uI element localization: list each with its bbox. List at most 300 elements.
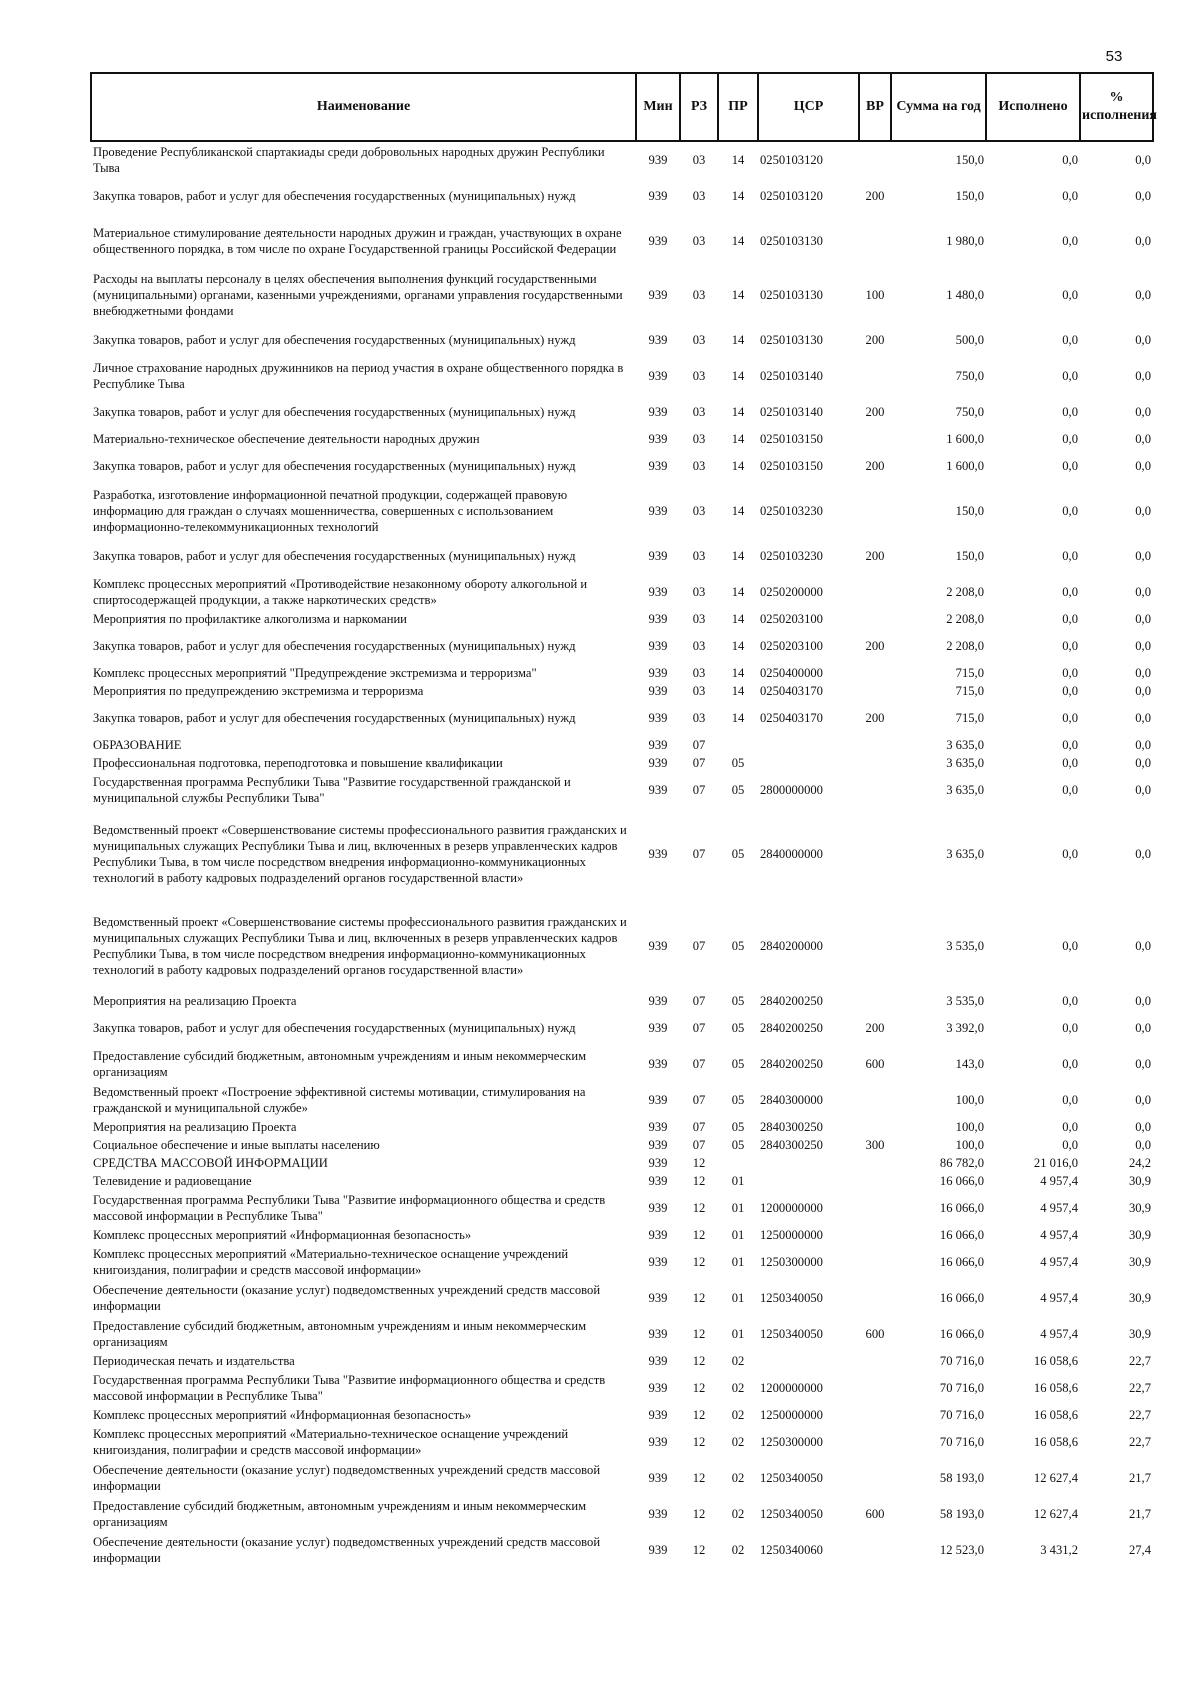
cell-csr: 2840200000: [760, 939, 823, 953]
cell-sum: 1 980,0: [946, 234, 984, 248]
cell-name: Обеспечение деятельности (оказание услуг) подведомственных учреждений средств массовой информации: [93, 1535, 601, 1565]
cell-csr: [758, 1154, 859, 1172]
table-row: [91, 448, 1153, 484]
cell-sum: 16 066,0: [939, 1174, 984, 1188]
header-done: Исполнено: [986, 73, 1080, 141]
page-number: 53: [1105, 48, 1123, 65]
cell-pr: 02: [731, 1471, 745, 1485]
cell-pct: 30,9: [1128, 1291, 1151, 1305]
table-row: [91, 1010, 1153, 1046]
cell-pct: 0,0: [1135, 459, 1151, 473]
cell-min: 939: [648, 459, 668, 473]
cell-name: Комплекс процессных мероприятий "Предупреждение экстремизма и терроризма": [93, 666, 537, 680]
cell-rz: 12: [692, 1201, 706, 1215]
cell-rz: 07: [692, 994, 706, 1008]
cell-min: 939: [648, 738, 668, 752]
cell-done: 0,0: [1062, 783, 1078, 797]
cell-min: 939: [648, 1291, 668, 1305]
table-row: [91, 484, 1153, 538]
cell-sum: 100,0: [955, 1138, 984, 1152]
cell-vr: [859, 1244, 891, 1280]
table-row: [91, 808, 1153, 900]
cell-min: 939: [648, 756, 668, 770]
cell-csr: 1200000000: [760, 1381, 823, 1395]
table-row: [91, 1460, 1153, 1496]
cell-csr: 0250403170: [760, 684, 823, 698]
cell-name: Предоставление субсидий бюджетным, автономным учреждениям и иным некоммерческим организациям: [93, 1319, 587, 1349]
cell-done: 16 058,6: [1033, 1381, 1078, 1395]
cell-name: Государственная программа Республики Тыва "Развитие информационного общества и средств массовой информации в Республике Тыва": [93, 1373, 606, 1403]
cell-rz: 12: [692, 1156, 706, 1170]
cell-csr: 2840200250: [760, 1057, 823, 1071]
cell-pr: 14: [731, 432, 745, 446]
cell-done: 0,0: [1062, 847, 1078, 861]
header-pct: % исполнения: [1080, 73, 1153, 141]
cell-name: Мероприятия на реализацию Проекта: [93, 994, 297, 1008]
cell-pct: 0,0: [1135, 1021, 1151, 1035]
cell-pr: 14: [731, 612, 745, 626]
cell-csr: 0250200000: [760, 585, 823, 599]
cell-rz: 12: [692, 1255, 706, 1269]
cell-pr: 14: [731, 459, 745, 473]
cell-sum: 2 208,0: [946, 585, 984, 599]
cell-done: 0,0: [1062, 369, 1078, 383]
cell-rz: 12: [692, 1354, 706, 1368]
cell-rz: 07: [692, 1021, 706, 1035]
cell-name: Закупка товаров, работ и услуг для обеспечения государственных (муниципальных) нужд: [93, 405, 576, 419]
cell-csr: 0250103230: [760, 504, 823, 518]
cell-done: 0,0: [1062, 459, 1078, 473]
cell-rz: 12: [692, 1543, 706, 1557]
cell-min: 939: [648, 994, 668, 1008]
cell-sum: 70 716,0: [939, 1408, 984, 1422]
cell-min: 939: [648, 639, 668, 653]
cell-pct: 0,0: [1135, 1138, 1151, 1152]
table-row: [91, 1370, 1153, 1406]
cell-name: Ведомственный проект «Совершенствование системы профессионального развития гражданских и муниципальных служащих Республики Тыва и лиц, включенных в резерв управленческих кадров Республики Тыва, в том числе посредством внедрения информационно-коммуникационных технологий в работу кадровых подразделений органов государственной власти»: [93, 823, 627, 885]
cell-done: 0,0: [1062, 504, 1078, 518]
cell-pct: 0,0: [1135, 234, 1151, 248]
cell-done: 0,0: [1062, 585, 1078, 599]
cell-pr: 14: [731, 549, 745, 563]
cell-vr: [859, 214, 891, 268]
cell-pr: 05: [731, 756, 745, 770]
table-row: [91, 322, 1153, 358]
cell-csr: [758, 1172, 859, 1190]
cell-pr: 14: [731, 684, 745, 698]
cell-rz: 03: [692, 333, 706, 347]
cell-name: Предоставление субсидий бюджетным, автономным учреждениям и иным некоммерческим организациям: [93, 1049, 587, 1079]
cell-done: 0,0: [1062, 405, 1078, 419]
cell-rz: 07: [692, 847, 706, 861]
cell-min: 939: [648, 288, 668, 302]
cell-pct: 0,0: [1135, 1093, 1151, 1107]
cell-sum: 16 066,0: [939, 1228, 984, 1242]
cell-csr: 0250403170: [760, 711, 823, 725]
table-row: [91, 1226, 1153, 1244]
cell-csr: 1250340060: [760, 1543, 823, 1557]
cell-pct: 30,9: [1128, 1327, 1151, 1341]
cell-pct: 30,9: [1128, 1201, 1151, 1215]
cell-pct: 0,0: [1135, 639, 1151, 653]
cell-done: 0,0: [1062, 432, 1078, 446]
cell-vr: 200: [865, 333, 885, 347]
cell-sum: 150,0: [955, 549, 984, 563]
table-row: [91, 1118, 1153, 1136]
cell-vr: [859, 736, 891, 754]
cell-vr: 200: [865, 405, 885, 419]
table-row: [91, 1172, 1153, 1190]
cell-min: 939: [648, 666, 668, 680]
cell-done: 4 957,4: [1040, 1291, 1078, 1305]
cell-vr: [859, 1352, 891, 1370]
cell-min: 939: [648, 1093, 668, 1107]
table-row: [91, 268, 1153, 322]
cell-name: Материально-техническое обеспечение деятельности народных дружин: [93, 432, 480, 446]
cell-csr: 1250340050: [760, 1291, 823, 1305]
cell-done: 12 627,4: [1033, 1471, 1078, 1485]
cell-name: Закупка товаров, работ и услуг для обеспечения государственных (муниципальных) нужд: [93, 189, 576, 203]
cell-sum: 3 635,0: [946, 783, 984, 797]
cell-rz: 03: [692, 432, 706, 446]
cell-sum: 3 635,0: [946, 756, 984, 770]
table-body: [91, 141, 1153, 1568]
cell-pr: 05: [731, 847, 745, 861]
table-row: [91, 430, 1153, 448]
cell-vr: [859, 1532, 891, 1568]
cell-name: Закупка товаров, работ и услуг для обеспечения государственных (муниципальных) нужд: [93, 639, 576, 653]
cell-name: Закупка товаров, работ и услуг для обеспечения государственных (муниципальных) нужд: [93, 333, 576, 347]
cell-rz: 12: [692, 1408, 706, 1422]
cell-pct: 0,0: [1135, 288, 1151, 302]
cell-pr: 05: [731, 939, 745, 953]
cell-sum: 1 480,0: [946, 288, 984, 302]
cell-rz: 03: [692, 234, 706, 248]
cell-sum: 750,0: [955, 405, 984, 419]
cell-pr: 14: [731, 234, 745, 248]
table-row: [91, 1046, 1153, 1082]
cell-min: 939: [648, 684, 668, 698]
cell-rz: 07: [692, 1057, 706, 1071]
table-row: [91, 628, 1153, 664]
cell-rz: 07: [692, 783, 706, 797]
cell-vr: [859, 664, 891, 682]
cell-rz: 07: [692, 738, 706, 752]
cell-pct: 0,0: [1135, 369, 1151, 383]
cell-pct: 0,0: [1135, 1120, 1151, 1134]
cell-done: 3 431,2: [1040, 1543, 1078, 1557]
cell-done: 4 957,4: [1040, 1327, 1078, 1341]
cell-rz: 07: [692, 939, 706, 953]
cell-vr: [859, 430, 891, 448]
cell-sum: 150,0: [955, 153, 984, 167]
cell-sum: 100,0: [955, 1120, 984, 1134]
cell-vr: 600: [865, 1057, 885, 1071]
cell-pr: 02: [731, 1381, 745, 1395]
cell-name: ОБРАЗОВАНИЕ: [93, 738, 182, 752]
cell-min: 939: [648, 1507, 668, 1521]
cell-pr: 02: [731, 1507, 745, 1521]
cell-rz: 03: [692, 504, 706, 518]
cell-name: Мероприятия по предупреждению экстремизма и терроризма: [93, 684, 424, 698]
cell-pct: 0,0: [1135, 666, 1151, 680]
cell-done: 21 016,0: [1033, 1156, 1078, 1170]
cell-min: 939: [648, 1327, 668, 1341]
cell-vr: [859, 992, 891, 1010]
cell-sum: 70 716,0: [939, 1381, 984, 1395]
cell-min: 939: [648, 504, 668, 518]
cell-min: 939: [648, 333, 668, 347]
table-row: [91, 1244, 1153, 1280]
cell-name: Расходы на выплаты персоналу в целях обеспечения выполнения функций государственными (муниципальными) органами, казенными учреждениями, органами управления государственными внебюджетными фондами: [93, 272, 623, 318]
cell-sum: 150,0: [955, 504, 984, 518]
cell-min: 939: [648, 939, 668, 953]
cell-done: 0,0: [1062, 639, 1078, 653]
cell-pr: 02: [731, 1435, 745, 1449]
header-rz: РЗ: [680, 73, 718, 141]
cell-sum: 16 066,0: [939, 1291, 984, 1305]
cell-min: 939: [648, 1156, 668, 1170]
cell-vr: [859, 1154, 891, 1172]
cell-done: 16 058,6: [1033, 1408, 1078, 1422]
cell-name: Профессиональная подготовка, переподготовка и повышение квалификации: [93, 756, 503, 770]
cell-vr: [859, 682, 891, 700]
cell-sum: 70 716,0: [939, 1354, 984, 1368]
cell-sum: 2 208,0: [946, 639, 984, 653]
cell-pct: 22,7: [1128, 1435, 1151, 1449]
table-row: [91, 358, 1153, 394]
cell-pr: 01: [731, 1291, 745, 1305]
cell-min: 939: [648, 1057, 668, 1071]
cell-vr: 100: [865, 288, 885, 302]
cell-vr: [859, 1370, 891, 1406]
cell-csr: [758, 1352, 859, 1370]
cell-pct: 0,0: [1135, 153, 1151, 167]
cell-csr: 0250103150: [760, 459, 823, 473]
cell-name: СРЕДСТВА МАССОВОЙ ИНФОРМАЦИИ: [93, 1156, 328, 1170]
header-vr: ВР: [859, 73, 891, 141]
table-row: [91, 1136, 1153, 1154]
header-min: Мин: [636, 73, 680, 141]
cell-rz: 03: [692, 585, 706, 599]
cell-name: Закупка товаров, работ и услуг для обеспечения государственных (муниципальных) нужд: [93, 459, 576, 473]
cell-csr: [758, 754, 859, 772]
cell-pr: 14: [731, 369, 745, 383]
cell-csr: 1250340050: [760, 1327, 823, 1341]
cell-rz: 12: [692, 1471, 706, 1485]
cell-done: 4 957,4: [1040, 1228, 1078, 1242]
cell-csr: 1250300000: [760, 1255, 823, 1269]
cell-sum: 715,0: [955, 684, 984, 698]
table-row: [91, 700, 1153, 736]
cell-vr: [859, 754, 891, 772]
cell-rz: 07: [692, 1120, 706, 1134]
table-row: [91, 736, 1153, 754]
cell-rz: 03: [692, 369, 706, 383]
cell-pct: 0,0: [1135, 847, 1151, 861]
table-row: [91, 900, 1153, 992]
table-row: [91, 772, 1153, 808]
cell-done: 0,0: [1062, 1021, 1078, 1035]
cell-csr: 0250103140: [760, 405, 823, 419]
cell-pct: 27,4: [1128, 1543, 1151, 1557]
cell-vr: 200: [865, 189, 885, 203]
cell-rz: 12: [692, 1291, 706, 1305]
cell-vr: [859, 808, 891, 900]
cell-csr: 1200000000: [760, 1201, 823, 1215]
table-row: [91, 574, 1153, 610]
cell-done: 0,0: [1062, 153, 1078, 167]
table-row: [91, 1190, 1153, 1226]
cell-min: 939: [648, 369, 668, 383]
cell-name: Закупка товаров, работ и услуг для обеспечения государственных (муниципальных) нужд: [93, 1021, 576, 1035]
cell-min: 939: [648, 1543, 668, 1557]
cell-vr: [859, 1460, 891, 1496]
cell-csr: 0250103150: [760, 432, 823, 446]
cell-pct: 0,0: [1135, 994, 1151, 1008]
cell-csr: 0250203100: [760, 639, 823, 653]
table-row: [91, 1352, 1153, 1370]
cell-sum: 3 635,0: [946, 847, 984, 861]
table-row: [91, 754, 1153, 772]
cell-vr: [859, 1226, 891, 1244]
cell-pct: 0,0: [1135, 783, 1151, 797]
cell-sum: 3 535,0: [946, 994, 984, 1008]
cell-name: Периодическая печать и издательства: [93, 1354, 295, 1368]
header-pr: ПР: [718, 73, 758, 141]
cell-name: Комплекс процессных мероприятий «Информационная безопасность»: [93, 1228, 472, 1242]
cell-min: 939: [648, 1138, 668, 1152]
cell-csr: [758, 736, 859, 754]
cell-min: 939: [648, 1408, 668, 1422]
cell-pct: 0,0: [1135, 504, 1151, 518]
cell-pct: 0,0: [1135, 612, 1151, 626]
cell-rz: 12: [692, 1327, 706, 1341]
cell-rz: 03: [692, 288, 706, 302]
cell-name: Разработка, изготовление информационной печатной продукции, содержащей правовую информацию для граждан о случаях мошенничества, совершенных с использованием информационно-телекоммуникационных технологий: [93, 488, 568, 534]
cell-name: Предоставление субсидий бюджетным, автономным учреждениям и иным некоммерческим организациям: [93, 1499, 587, 1529]
cell-rz: 03: [692, 189, 706, 203]
cell-sum: 1 600,0: [946, 432, 984, 446]
cell-pct: 21,7: [1128, 1471, 1151, 1485]
cell-csr: 0250103230: [760, 549, 823, 563]
cell-name: Ведомственный проект «Построение эффективной системы мотивации, стимулирования на гражданской и муниципальной службе»: [93, 1085, 586, 1115]
cell-vr: [859, 1406, 891, 1424]
cell-min: 939: [648, 1201, 668, 1215]
cell-vr: [859, 1280, 891, 1316]
cell-sum: 3 635,0: [946, 738, 984, 752]
cell-rz: 07: [692, 756, 706, 770]
cell-csr: 0250103130: [760, 333, 823, 347]
cell-min: 939: [648, 1381, 668, 1395]
cell-done: 0,0: [1062, 939, 1078, 953]
cell-pct: 30,9: [1128, 1228, 1151, 1242]
cell-pct: 0,0: [1135, 432, 1151, 446]
cell-min: 939: [648, 1354, 668, 1368]
cell-min: 939: [648, 1228, 668, 1242]
cell-name: Закупка товаров, работ и услуг для обеспечения государственных (муниципальных) нужд: [93, 549, 576, 563]
cell-pr: 01: [731, 1201, 745, 1215]
cell-sum: 58 193,0: [939, 1471, 984, 1485]
cell-csr: 1250000000: [760, 1228, 823, 1242]
cell-vr: [859, 1190, 891, 1226]
cell-name: Материальное стимулирование деятельности народных дружин и граждан, участвующих в охране общественного порядка, в том числе по охране Государственной границы Российской Федерации: [93, 226, 622, 256]
cell-pct: 0,0: [1135, 1057, 1151, 1071]
cell-csr: 2800000000: [760, 783, 823, 797]
cell-pct: 0,0: [1135, 549, 1151, 563]
cell-pct: 0,0: [1135, 405, 1151, 419]
cell-pr: 14: [731, 405, 745, 419]
cell-sum: 70 716,0: [939, 1435, 984, 1449]
table-row: [91, 1496, 1153, 1532]
cell-name: Ведомственный проект «Совершенствование системы профессионального развития гражданских и муниципальных служащих Республики Тыва и лиц, включенных в резерв управленческих кадров Республики Тыва, в том числе посредством внедрения информационно-коммуникационных технологий в работу кадровых подразделений органов государственной власти»: [93, 915, 627, 977]
cell-rz: 03: [692, 684, 706, 698]
cell-done: 4 957,4: [1040, 1201, 1078, 1215]
cell-name: Комплекс процессных мероприятий «Информационная безопасность»: [93, 1408, 472, 1422]
cell-vr: [859, 574, 891, 610]
cell-min: 939: [648, 189, 668, 203]
cell-pr: 14: [731, 153, 745, 167]
cell-rz: 03: [692, 639, 706, 653]
cell-pr: [718, 1154, 758, 1172]
cell-vr: [859, 1082, 891, 1118]
budget-table: [90, 72, 1158, 1568]
cell-name: Телевидение и радиовещание: [93, 1174, 252, 1188]
cell-pr: 05: [731, 994, 745, 1008]
cell-pr: 14: [731, 288, 745, 302]
table-row: [91, 1280, 1153, 1316]
cell-done: 0,0: [1062, 684, 1078, 698]
cell-csr: 1250000000: [760, 1408, 823, 1422]
cell-sum: 3 392,0: [946, 1021, 984, 1035]
cell-sum: 16 066,0: [939, 1201, 984, 1215]
cell-csr: 1250300000: [760, 1435, 823, 1449]
cell-done: 0,0: [1062, 1057, 1078, 1071]
cell-pr: 14: [731, 333, 745, 347]
cell-vr: 200: [865, 549, 885, 563]
cell-rz: 03: [692, 549, 706, 563]
cell-pr: 05: [731, 1120, 745, 1134]
cell-min: 939: [648, 1471, 668, 1485]
table-row: [91, 992, 1153, 1010]
cell-min: 939: [648, 1021, 668, 1035]
cell-name: Проведение Республиканской спартакиады среди добровольных народных дружин Республики Тыва: [93, 145, 605, 175]
cell-csr: 2840000000: [760, 847, 823, 861]
cell-sum: 16 066,0: [939, 1327, 984, 1341]
cell-pr: [718, 736, 758, 754]
cell-csr: 2840300250: [760, 1120, 823, 1134]
cell-pr: 01: [731, 1174, 745, 1188]
header-csr: ЦСР: [758, 73, 859, 141]
cell-name: Обеспечение деятельности (оказание услуг) подведомственных учреждений средств массовой информации: [93, 1463, 601, 1493]
cell-vr: [859, 900, 891, 992]
cell-name: Мероприятия по профилактике алкоголизма и наркомании: [93, 612, 407, 626]
cell-pr: 05: [731, 1093, 745, 1107]
cell-pct: 0,0: [1135, 684, 1151, 698]
cell-min: 939: [648, 1120, 668, 1134]
cell-pct: 22,7: [1128, 1408, 1151, 1422]
cell-done: 0,0: [1062, 189, 1078, 203]
cell-min: 939: [648, 1174, 668, 1188]
cell-sum: 100,0: [955, 1093, 984, 1107]
cell-done: 0,0: [1062, 666, 1078, 680]
cell-pct: 0,0: [1135, 189, 1151, 203]
cell-sum: 750,0: [955, 369, 984, 383]
cell-done: 0,0: [1062, 612, 1078, 626]
cell-pct: 0,0: [1135, 711, 1151, 725]
cell-name: Государственная программа Республики Тыва "Развитие информационного общества и средств массовой информации в Республике Тыва": [93, 1193, 606, 1223]
cell-sum: 12 523,0: [939, 1543, 984, 1557]
